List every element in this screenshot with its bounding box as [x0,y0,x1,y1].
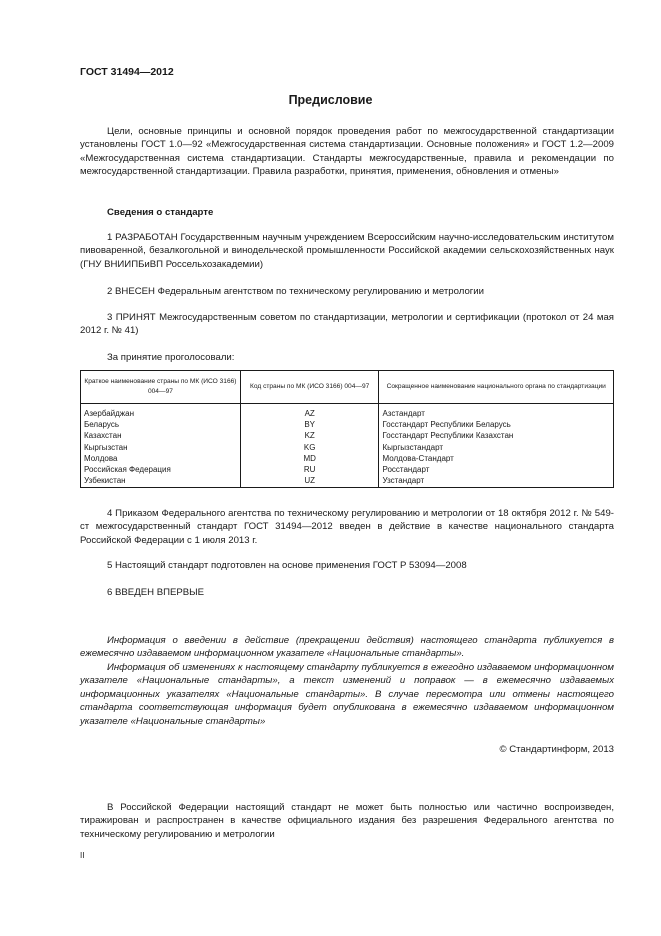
table-row [81,475,614,488]
table-row [81,442,614,453]
legal-notice: В Российской Федерации настоящий стандарт не может быть полностью или частично воспроизведен, тиражирован и распространен в качестве официального издания без разрешения Федерального агентства по техническому регулированию и метрологии [80,802,614,840]
item-introduced: 2 ВНЕСЕН Федеральным агентством по техническому регулированию и метрологии [107,286,485,297]
table-row [81,419,614,430]
header-standards-body: Сокращенное наименование национального органа по стандартизации [379,371,614,404]
item-first-introduced: 6 ВВЕДЕН ВПЕРВЫЕ [107,587,205,598]
page-number: II [80,851,85,860]
standards-body-cell: Росстандарт [379,464,614,475]
country-code-cell: KG [240,442,379,453]
notice-enactment-info: Информация о введении в действие (прекращении действия) настоящего стандарта публикуется в ежемесячно издаваемом информационном указателе «Национальные стандарты». [80,635,614,660]
table-row [81,430,614,441]
item-basis: 5 Настоящий стандарт подготовлен на основе применения ГОСТ Р 53094—2008 [107,560,467,571]
country-name-cell: Узбекистан [81,475,241,488]
copyright-notice: © Стандартинформ, 2013 [499,744,614,755]
item-adopted: 3 ПРИНЯТ Межгосударственным советом по стандартизации, метрологии и сертификации (протокол от 24 мая 2012 г. № 41) [80,312,614,337]
table-row [81,464,614,475]
info-heading: Сведения о стандарте [107,207,214,218]
standards-body-cell: Молдова-Стандарт [379,453,614,464]
voted-label: За принятие проголосовали: [107,352,235,363]
standards-body-cell: Кыргызстандарт [379,442,614,453]
notice-changes-info: Информация об изменениях к настоящему стандарту публикуется в ежегодно издаваемом информационном указателе «Национальные стандарты», а текст изменений и поправок — в ежемесячно издаваемых информационных указателях «Национальные стандарты». В случае пересмотра или отмены настоящего стандарта соответствующая информация будет опубликована в ежемесячно издаваемом информационном указателе «Национальные стандарты» [80,662,614,727]
country-code-cell: MD [240,453,379,464]
item-enacted: 4 Приказом Федерального агентства по техническому регулированию и метрологии от 18 октября 2012 г. № 549-ст межгосударственный стандарт ГОСТ 31494—2012 введен в действие в качестве национального стандарта Российской Федерации с 1 июля 2013 г. [80,508,614,546]
section-title: Предисловие [288,93,373,107]
country-name-cell: Российская Федерация [81,464,241,475]
standards-body-cell: Узстандарт [379,475,614,488]
header-country-code: Код страны по МК (ИСО 3166) 004—97 [240,371,379,404]
country-name-cell: Беларусь [81,419,241,430]
country-name-cell: Кыргызстан [81,442,241,453]
country-name-cell: Молдова [81,453,241,464]
header-country-name: Краткое наименование страны по МК (ИСО 3166) 004—97 [81,371,241,404]
intro-paragraph: Цели, основные принципы и основной порядок проведения работ по межгосударственной стандартизации установлены ГОСТ 1.0—92 «Межгосударственная система стандартизации. Основные положения» и ГОСТ 1.2—2009 «Межгосударственная система стандартизации. Стандарты межгосударственные, правила и рекомендации по межгосударственной стандартизации. Правила разработки, принятия, применения, обновления и отмены» [80,126,614,178]
country-code-cell: BY [240,419,379,430]
country-code-cell: KZ [240,430,379,441]
country-name-cell: Казахстан [81,430,241,441]
table-header-row [81,371,614,404]
country-code-cell: AZ [240,404,379,420]
document-id-header: ГОСТ 31494—2012 [80,66,174,78]
country-code-cell: UZ [240,475,379,488]
voting-countries-table [80,370,614,488]
standards-body-cell: Азстандарт [379,404,614,420]
item-developed: 1 РАЗРАБОТАН Государственным научным учреждением Всероссийским научно-исследовательским институтом пивоваренной, безалкогольной и винодельческой промышленности Российской академии сельскохозяйственных наук (ГНУ ВНИИПБиВП Россельхозакадемии) [80,232,614,270]
standards-body-cell: Госстандарт Республики Казахстан [379,430,614,441]
table-row [81,404,614,420]
table-row [81,453,614,464]
country-code-cell: RU [240,464,379,475]
country-name-cell: Азербайджан [81,404,241,420]
standards-body-cell: Госстандарт Республики Беларусь [379,419,614,430]
